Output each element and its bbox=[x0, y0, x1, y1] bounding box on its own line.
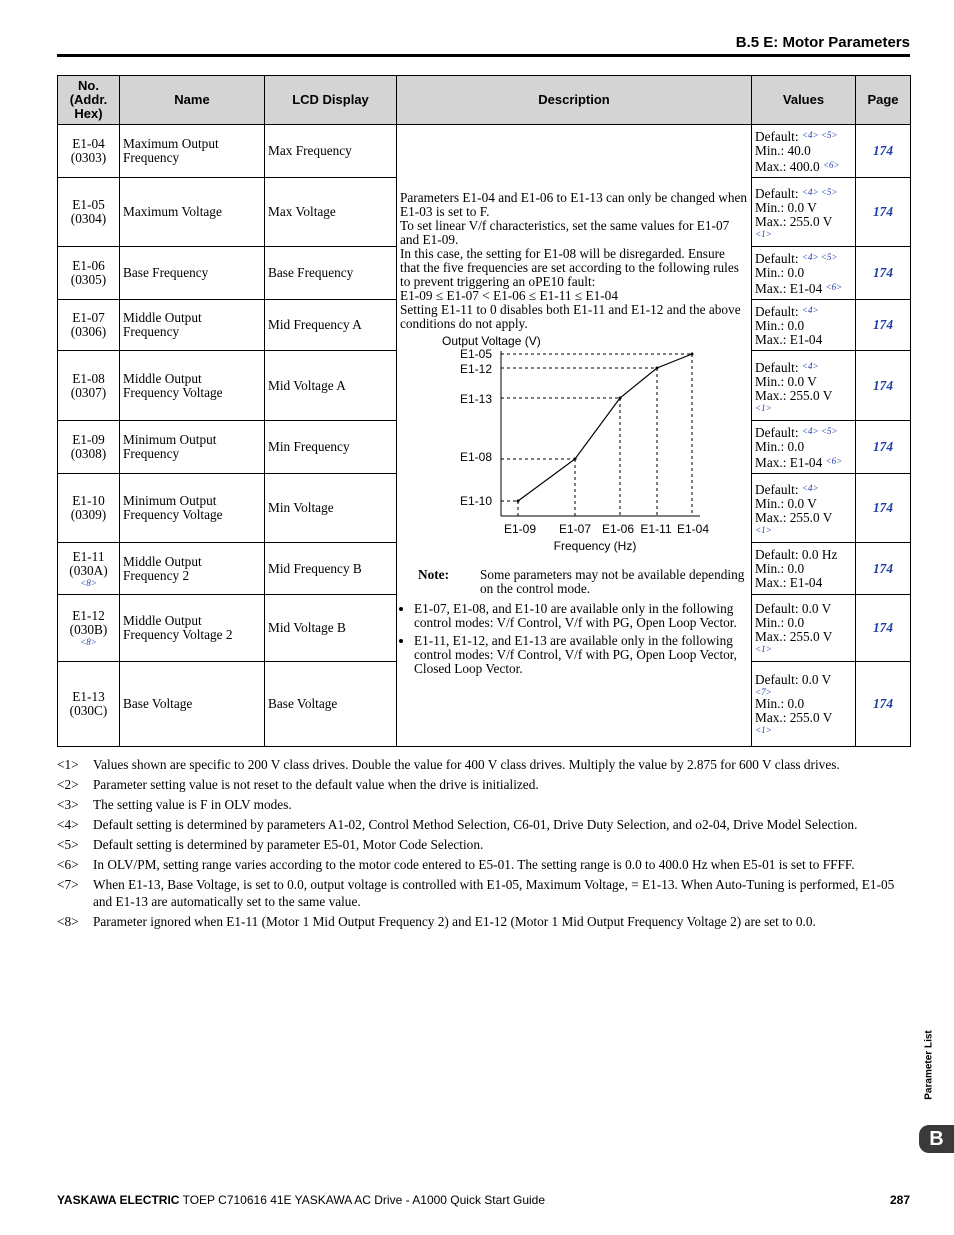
min-value: Min.: 0.0 bbox=[755, 696, 805, 711]
y-tick-label: E1-08 bbox=[459, 450, 492, 464]
page-ref-cell bbox=[856, 178, 911, 247]
param-name: Minimum Output Frequency bbox=[120, 421, 265, 474]
header-rule bbox=[57, 54, 910, 57]
max-value: Max.: 255.0 V bbox=[755, 387, 833, 403]
default-value: Default: bbox=[755, 425, 799, 440]
header-name: Name bbox=[120, 76, 265, 125]
param-number: E1-11 bbox=[72, 548, 105, 564]
default-value: Default: bbox=[755, 482, 799, 497]
param-number-cell bbox=[58, 474, 120, 543]
desc-p4: E1-09 ≤ E1-07 < E1-06 ≤ E1-11 ≤ E1-04 bbox=[400, 288, 618, 303]
footnote-number: <5> bbox=[57, 837, 79, 852]
page-ref-cell bbox=[856, 421, 911, 474]
param-number-cell bbox=[58, 351, 120, 421]
param-number-cell bbox=[58, 595, 120, 662]
lcd-display: Mid Frequency B bbox=[265, 543, 397, 595]
footnote-text: The setting value is F in OLV modes. bbox=[93, 797, 292, 812]
page-link[interactable]: 174 bbox=[873, 439, 893, 454]
footnote-number: <4> bbox=[57, 817, 79, 832]
footnote bbox=[57, 755, 910, 775]
footnote-number: <2> bbox=[57, 777, 79, 792]
footnote-number: <7> bbox=[57, 877, 79, 892]
param-name: Maximum Voltage bbox=[120, 178, 265, 247]
default-note-tags: <4> bbox=[801, 483, 819, 493]
addr-note-tag: <8> bbox=[80, 637, 97, 647]
footer-brand: YASKAWA ELECTRIC bbox=[57, 1193, 180, 1207]
max-value: Max.: 255.0 V bbox=[755, 214, 833, 229]
desc-bullet-1: • E1-07, E1-08, and E1-10 are available only in the following control modes: V/f Control, V/f with PG, Open Loop Vector. bbox=[414, 602, 748, 630]
lcd-display: Base Frequency bbox=[265, 247, 397, 300]
page-ref-cell bbox=[856, 662, 911, 747]
parameter-table bbox=[57, 75, 911, 747]
footnote bbox=[57, 815, 910, 835]
footnote-number: <6> bbox=[57, 857, 79, 872]
param-number-cell bbox=[58, 178, 120, 247]
desc-p1: Parameters E1-04 and E1-06 to E1-13 can only be changed when E1-03 is set to F. bbox=[400, 190, 748, 219]
max-value: Max.: 400.0 bbox=[755, 159, 820, 174]
min-value: Min.: 0.0 bbox=[755, 265, 805, 280]
min-value: Min.: 0.0 bbox=[755, 318, 805, 333]
values-cell bbox=[752, 125, 856, 178]
values-cell bbox=[752, 351, 856, 421]
values-cell bbox=[752, 300, 856, 351]
default-note-tags: <4> <5> bbox=[801, 187, 838, 197]
param-number: E1-09 bbox=[72, 432, 105, 447]
default-value: Default: bbox=[755, 186, 799, 201]
voltage-note-tag: <1> bbox=[755, 525, 772, 535]
header-page: Page bbox=[856, 76, 911, 125]
param-number: E1-05 bbox=[72, 197, 105, 212]
voltage-note-tag: <1> bbox=[755, 402, 772, 413]
section-title: B.5 E: Motor Parameters bbox=[735, 34, 910, 51]
footnote bbox=[57, 875, 910, 912]
table-header-row bbox=[58, 76, 911, 125]
default-note-tags: <4> <5> bbox=[801, 252, 838, 262]
param-number: E1-06 bbox=[72, 258, 105, 273]
max-value: Max.: E1-04 bbox=[755, 281, 823, 296]
param-number-cell bbox=[58, 300, 120, 351]
voltage-note-tag: <1> bbox=[755, 725, 772, 735]
page-link[interactable]: 174 bbox=[873, 696, 893, 711]
param-name: Base Voltage bbox=[120, 662, 265, 747]
min-value: Min.: 40.0 bbox=[755, 143, 811, 158]
desc-p3: In this case, the setting for E1-08 will be disregarded. Ensure that the five frequencies are set according to the following rules to prevent triggering an oPE10 fault: bbox=[400, 246, 739, 289]
values-cell bbox=[752, 178, 856, 247]
param-number: E1-12 bbox=[72, 608, 105, 623]
x-tick-label: E1-04 bbox=[676, 522, 710, 536]
param-number: E1-07 bbox=[72, 310, 105, 325]
section-tab-b[interactable]: B bbox=[919, 1125, 954, 1153]
lcd-display: Max Voltage bbox=[265, 178, 397, 247]
lcd-display: Min Frequency bbox=[265, 421, 397, 474]
footnote-text: Parameter setting value is not reset to the default value when the drive is initialized. bbox=[93, 777, 539, 792]
default-note-tags: <4> <5> bbox=[801, 130, 838, 140]
min-value: Min.: 0.0 bbox=[755, 615, 805, 630]
param-address: (030C) bbox=[69, 703, 108, 718]
footnote bbox=[57, 855, 910, 875]
page-link[interactable]: 174 bbox=[873, 377, 893, 393]
lcd-display: Min Voltage bbox=[265, 474, 397, 543]
header-no: No. (Addr. Hex) bbox=[58, 76, 120, 125]
max-value: Max.: E1-04 bbox=[755, 574, 823, 590]
footer-doc: TOEP C710616 41E YASKAWA AC Drive - A1000 Quick Start Guide bbox=[182, 1193, 546, 1207]
footnote-text: Default setting is determined by parameter E5-01, Motor Code Selection. bbox=[93, 837, 484, 852]
default-note-tags: <4> <5> bbox=[801, 426, 838, 436]
values-cell bbox=[752, 662, 856, 747]
footnote-number: <8> bbox=[57, 914, 79, 929]
page-ref-cell bbox=[856, 300, 911, 351]
page-link[interactable]: 174 bbox=[873, 317, 893, 332]
y-tick-label: E1-10 bbox=[459, 494, 492, 508]
max-value: Max.: 255.0 V bbox=[755, 510, 833, 525]
footnote bbox=[57, 835, 910, 855]
page-footer bbox=[57, 1193, 910, 1207]
param-number-cell bbox=[58, 421, 120, 474]
param-name: Middle Output Frequency 2 bbox=[120, 543, 265, 595]
page-ref-cell bbox=[856, 474, 911, 543]
footnote-text: Default setting is determined by parameters A1-02, Control Method Selection, C6-01, Drive Duty Selection, and o2-04, Drive Model Selection. bbox=[93, 817, 858, 832]
param-number-cell bbox=[58, 543, 120, 595]
page-link[interactable]: 174 bbox=[873, 265, 893, 280]
param-number: E1-10 bbox=[72, 493, 105, 508]
default-value: Default: bbox=[755, 251, 799, 266]
param-address: (0308) bbox=[70, 446, 107, 461]
param-number: E1-04 bbox=[72, 136, 105, 151]
max-value: Max.: 255.0 V bbox=[755, 629, 833, 644]
footnote bbox=[57, 795, 910, 815]
desc-note bbox=[418, 568, 748, 596]
param-name: Minimum Output Frequency Voltage bbox=[120, 474, 265, 543]
param-address: (0309) bbox=[70, 507, 107, 522]
y-tick-label: E1-13 bbox=[459, 392, 492, 406]
page-ref-cell bbox=[856, 125, 911, 178]
values-cell bbox=[752, 247, 856, 300]
values-cell bbox=[752, 543, 856, 595]
param-name: Middle Output Frequency Voltage bbox=[120, 351, 265, 421]
voltage-note-tag: <1> bbox=[755, 229, 772, 239]
max-value: Max.: E1-04 bbox=[755, 332, 823, 347]
param-address: (030B) bbox=[69, 622, 108, 637]
min-value: Min.: 0.0 V bbox=[755, 496, 817, 511]
param-address: (030A) bbox=[69, 562, 108, 578]
desc-p2: To set linear V/f characteristics, set the same values for E1-07 and E1-09. bbox=[400, 218, 730, 247]
header-description: Description bbox=[397, 76, 752, 125]
max-note-tag: <6> bbox=[822, 160, 840, 170]
note-label: Note: bbox=[418, 567, 450, 582]
x-tick-label: E1-11 bbox=[640, 522, 672, 536]
footnote bbox=[57, 912, 910, 932]
page-link[interactable]: 174 bbox=[873, 620, 893, 635]
param-number: E1-08 bbox=[72, 370, 105, 386]
values-cell bbox=[752, 595, 856, 662]
min-value: Min.: 0.0 V bbox=[755, 373, 817, 389]
footnotes bbox=[57, 755, 910, 932]
min-value: Min.: 0.0 bbox=[755, 439, 805, 454]
footnote-text: When E1-13, Base Voltage, is set to 0.0, output voltage is controlled with E1-05, Maximum Voltage, = E1-13. When Auto-Tuning is performed, E1-05 and E1-13 are automatically set to the same value. bbox=[93, 877, 895, 909]
header-values: Values bbox=[752, 76, 856, 125]
param-number: E1-13 bbox=[72, 689, 105, 704]
max-note-tag: <6> bbox=[825, 282, 843, 292]
page-ref-cell bbox=[856, 351, 911, 421]
table-row bbox=[58, 125, 911, 178]
footnote-text: Values shown are specific to 200 V class drives. Double the value for 400 V class drives. Multiply the value by 2.875 for 600 V class drives. bbox=[93, 757, 840, 772]
lcd-display: Base Voltage bbox=[265, 662, 397, 747]
param-address: (0303) bbox=[70, 150, 107, 165]
desc-bullet-2: • E1-11, E1-12, and E1-13 are available only in the following control modes: V/f Control, V/f with PG, Open Loop Vector, Closed Loop Vector. bbox=[414, 634, 748, 676]
page-ref-cell bbox=[856, 543, 911, 595]
vf-pattern-chart bbox=[400, 331, 740, 556]
param-number-cell bbox=[58, 247, 120, 300]
default-value: Default: 0.0 Hz bbox=[755, 546, 838, 562]
default-value: Default: bbox=[755, 129, 799, 144]
voltage-note-tag: <1> bbox=[755, 644, 772, 654]
param-address: (0304) bbox=[70, 211, 107, 226]
x-tick-label: E1-09 bbox=[503, 522, 537, 536]
param-name: Base Frequency bbox=[120, 247, 265, 300]
y-axis-label: Output Voltage (V) bbox=[442, 334, 541, 348]
x-tick-label: E1-07 bbox=[558, 522, 592, 536]
default-note-tags: <4> bbox=[801, 360, 819, 371]
default-note-tags: <4> bbox=[801, 305, 819, 315]
y-tick-label: E1-12 bbox=[459, 362, 492, 376]
param-number-cell bbox=[58, 662, 120, 747]
default-note-tag: <7> bbox=[755, 687, 772, 697]
param-name: Middle Output Frequency Voltage 2 bbox=[120, 595, 265, 662]
max-value: Max.: E1-04 bbox=[755, 455, 823, 470]
addr-note-tag: <8> bbox=[80, 577, 97, 588]
page-link[interactable]: 174 bbox=[873, 500, 893, 515]
footnote bbox=[57, 775, 910, 795]
desc-p5: Setting E1-11 to 0 disables both E1-11 and E1-12 and the above conditions do not apply. bbox=[400, 302, 741, 331]
lcd-display: Mid Voltage B bbox=[265, 595, 397, 662]
x-tick-label: E1-06 bbox=[601, 522, 635, 536]
footer-page-number: 287 bbox=[889, 1193, 910, 1207]
footnote-number: <1> bbox=[57, 757, 79, 772]
footnote-text: In OLV/PM, setting range varies according to the motor code entered to E5-01. The setting range is 0.0 to 400.0 Hz when E5-01 is set to FFFF. bbox=[93, 857, 855, 872]
default-value: Default: 0.0 V bbox=[755, 601, 832, 616]
min-value: Min.: 0.0 V bbox=[755, 200, 817, 215]
lcd-display: Max Frequency bbox=[265, 125, 397, 178]
param-address: (0305) bbox=[70, 272, 107, 287]
param-address: (0306) bbox=[70, 324, 107, 339]
vf-curve bbox=[518, 354, 692, 501]
param-name: Maximum Output Frequency bbox=[120, 125, 265, 178]
footnote-text: Parameter ignored when E1-11 (Motor 1 Mid Output Frequency 2) and E1-12 (Motor 1 Mid Output Frequency Voltage 2) are set to 0.0. bbox=[93, 914, 816, 929]
param-number-cell bbox=[58, 125, 120, 178]
param-address: (0307) bbox=[70, 384, 107, 400]
note-text: Some parameters may not be available depending on the control mode. bbox=[480, 567, 745, 596]
default-value: Default: bbox=[755, 304, 799, 319]
values-cell bbox=[752, 474, 856, 543]
header-lcd: LCD Display bbox=[265, 76, 397, 125]
min-value: Min.: 0.0 bbox=[755, 560, 805, 576]
page-ref-cell bbox=[856, 595, 911, 662]
side-tab-label: Parameter List bbox=[923, 1030, 935, 1100]
values-cell bbox=[752, 421, 856, 474]
param-name: Middle Output Frequency bbox=[120, 300, 265, 351]
max-value: Max.: 255.0 V bbox=[755, 710, 833, 725]
default-value: Default: 0.0 V bbox=[755, 672, 832, 687]
default-value: Default: bbox=[755, 359, 799, 375]
page-link[interactable]: 174 bbox=[873, 143, 893, 158]
lcd-display: Mid Frequency A bbox=[265, 300, 397, 351]
y-tick-label: E1-05 bbox=[459, 347, 492, 361]
desc-bullets bbox=[400, 602, 748, 676]
page-link[interactable]: 174 bbox=[873, 204, 893, 219]
page-ref-cell bbox=[856, 247, 911, 300]
max-note-tag: <6> bbox=[825, 456, 843, 466]
description-cell bbox=[397, 125, 752, 747]
x-axis-label: Frequency (Hz) bbox=[553, 539, 637, 553]
footnote-number: <3> bbox=[57, 797, 79, 812]
lcd-display: Mid Voltage A bbox=[265, 351, 397, 421]
page-link[interactable]: 174 bbox=[873, 560, 893, 576]
